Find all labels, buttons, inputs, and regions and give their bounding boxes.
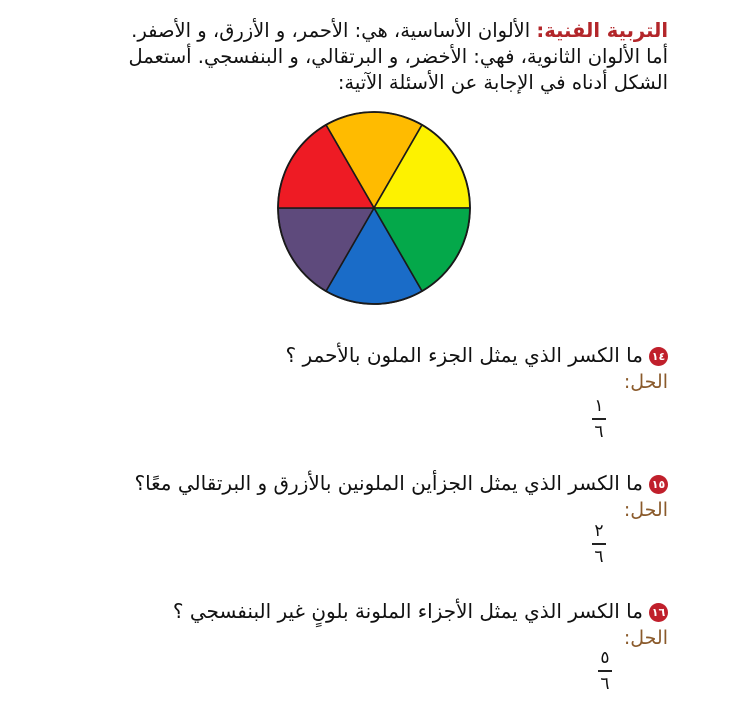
question-16-number-badge: ١٦	[649, 603, 668, 622]
question-16	[173, 598, 668, 650]
answer-14-denominator: ٦	[594, 421, 604, 442]
answer-16-fraction-bar	[598, 670, 612, 672]
intro-line-1-text: الألوان الأساسية، هي: الأحمر، و الأزرق، و الأصفر.	[131, 19, 531, 42]
question-16-solution-label: الحل:	[623, 627, 668, 649]
answer-14-numerator: ١	[594, 396, 604, 416]
intro-line-2: أما الألوان الثانوية، فهي: الأخضر، و البرتقالي، و البنفسجي. أستعمل	[128, 45, 668, 68]
answer-16-denominator: ٦	[600, 673, 610, 694]
intro-heading: التربية الفنية:	[536, 19, 668, 42]
answer-15-fraction-bar	[592, 543, 606, 545]
question-15	[134, 470, 668, 522]
question-14-line	[286, 342, 669, 368]
question-14-text: ما الكسر الذي يمثل الجزء الملون بالأحمر ؟	[285, 343, 643, 367]
question-16-text: ما الكسر الذي يمثل الأجزاء الملونة بلونٍ غير البنفسجي ؟	[172, 599, 643, 623]
intro-paragraph	[28, 18, 668, 96]
intro-line-1	[28, 18, 668, 44]
answer-14-fraction	[587, 397, 611, 441]
question-15-line	[134, 470, 668, 496]
intro-line-3: الشكل أدناه في الإجابة عن الأسئلة الآتية:	[337, 71, 668, 94]
question-14-number-badge: ١٤	[649, 347, 668, 366]
question-15-number-badge: ١٥	[649, 475, 668, 494]
question-15-solution-label: الحل:	[623, 499, 668, 521]
color-wheel-segments	[278, 112, 470, 304]
answer-14-fraction-bar	[592, 418, 606, 420]
question-15-text: ما الكسر الذي يمثل الجزأين الملونين بالأزرق و البرتقالي معًا؟	[134, 471, 643, 495]
color-wheel	[276, 110, 472, 306]
answer-16-fraction	[593, 649, 617, 693]
answer-15-numerator: ٢	[594, 521, 604, 541]
question-16-line	[173, 598, 668, 624]
answer-15-denominator: ٦	[594, 546, 604, 567]
answer-15-fraction	[587, 522, 611, 566]
question-14-solution-label: الحل:	[623, 371, 668, 393]
answer-16-numerator: ٥	[600, 648, 610, 668]
question-14	[286, 342, 669, 394]
